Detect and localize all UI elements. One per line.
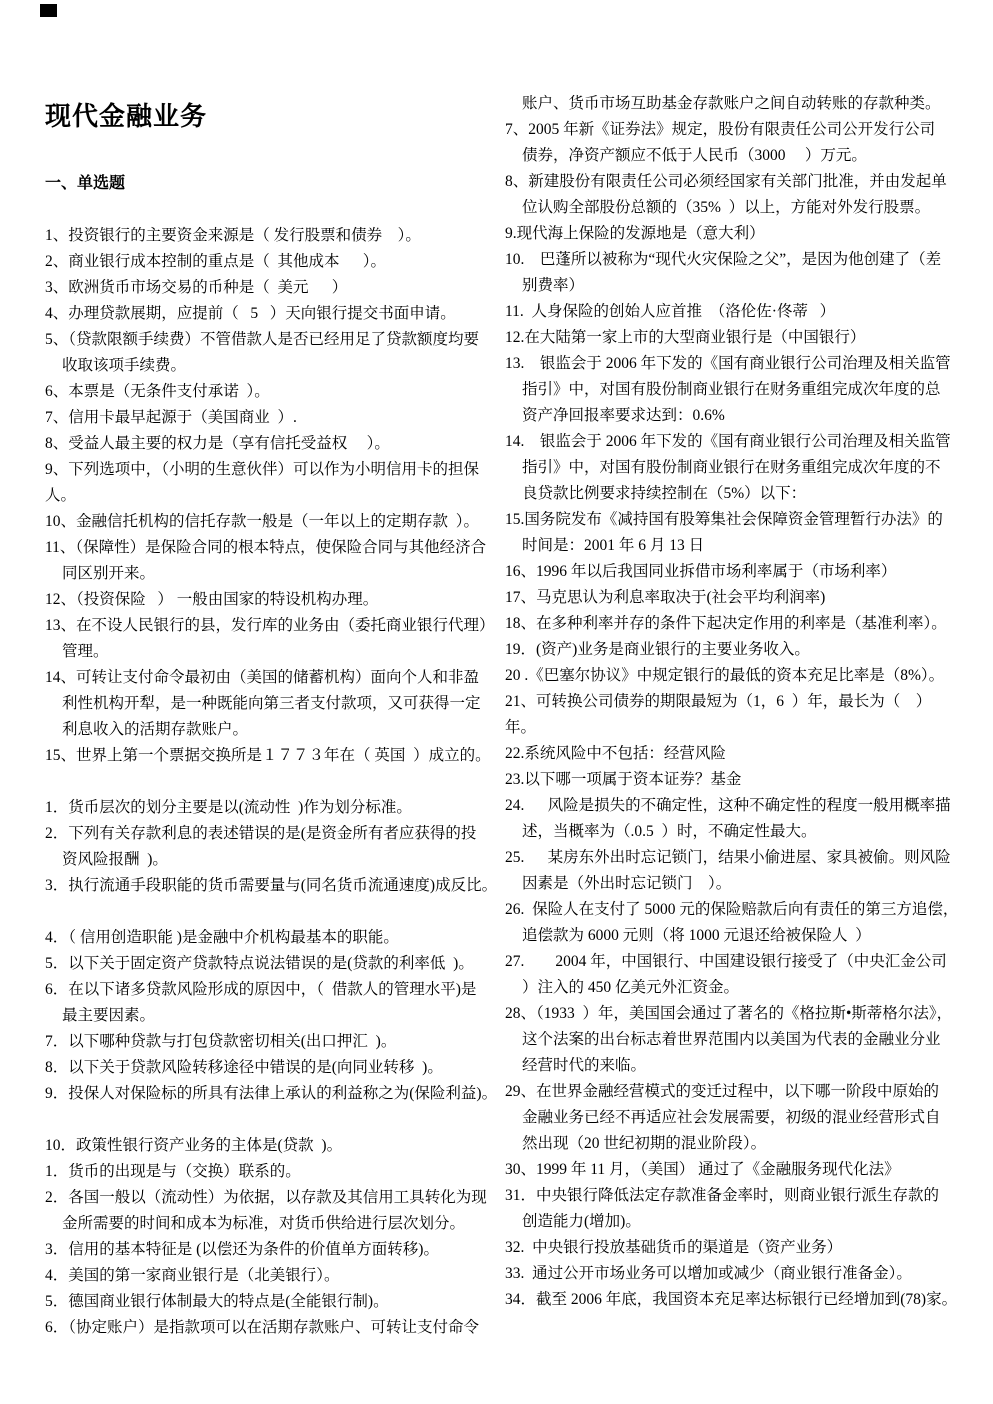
text-line: 指引》中，对国有股份制商业银行在财务重组完成次年度的总 <box>522 381 941 398</box>
text-line: 经营时代的来临。 <box>522 1057 647 1074</box>
text-line: 27. 2004 年，中国银行、中国建设银行接受了（中央汇金公司 <box>505 953 947 970</box>
section-heading: 一、单选题 <box>45 175 126 192</box>
text-line: 人。 <box>45 487 77 504</box>
text-line: 7．以下哪种贷款与打包贷款密切相关(出口押汇 )。 <box>45 1033 397 1050</box>
text-line: 10．政策性银行资产业务的主体是(贷款 )。 <box>45 1137 343 1154</box>
text-line: 31．中央银行降低法定存款准备金率时，则商业银行派生存款的 <box>505 1187 940 1204</box>
text-line: 25. 某房东外出时忘记锁门，结果小偷进屋、家具被偷。则风险 <box>505 849 951 866</box>
text-line: 19．(资产)业务是商业银行的主要业务收入。 <box>505 641 810 658</box>
text-line: 20 .《巴塞尔协议》中规定银行的最低的资本充足比率是（8%）。 <box>505 667 945 684</box>
text-line: 资风险报酬 )。 <box>62 851 168 868</box>
text-line: 13. 银监会于 2006 年下发的《国有商业银行公司治理及相关监管 <box>505 355 951 372</box>
text-line: 10、金融信托机构的信托存款一般是（一年以上的定期存款 ）。 <box>45 513 480 530</box>
text-line: 1．货币的出现是与（交换）联系的。 <box>45 1163 301 1180</box>
text-line: 15、世界上第一个票据交换所是１７７３年在（ 英国 ）成立的。 <box>45 747 491 764</box>
text-line: 1．货币层次的划分主要是以(流动性 )作为划分标准。 <box>45 799 412 816</box>
text-line: 金融业务已经不再适应社会发展需要，初级的混业经营形式自 <box>522 1109 941 1126</box>
text-line: 利性机构开犁，是一种既能向第三者支付款项，又可获得一定 <box>62 695 481 712</box>
text-line: 2．各国一般以（流动性）为依据，以存款及其信用工具转化为现 <box>45 1189 487 1206</box>
text-line: 9、下列选项中，（小明的生意伙伴）可以作为小明信用卡的担保 <box>45 461 480 478</box>
text-line: 32. 中央银行投放基础货币的渠道是（资产业务） <box>505 1239 843 1256</box>
text-line: 账户、货币市场互助基金存款账户之间自动转账的存款种类。 <box>522 95 941 112</box>
text-line: 创造能力(增加)。 <box>522 1213 641 1230</box>
text-line: 资产净回报率要求达到：0.6% <box>522 407 725 424</box>
text-line: 24. 风险是损失的不确定性，这种不确定性的程度一般用概率描 <box>505 797 951 814</box>
text-line: 15.国务院发布《减持国有股筹集社会保障资金管理暂行办法》的 <box>505 511 943 528</box>
text-line: 3．信用的基本特征是 (以偿还为条件的价值单方面转移)。 <box>45 1241 439 1258</box>
text-line: 14、可转让支付命令最初由（美国的储蓄机构）面向个人和非盈 <box>45 669 480 686</box>
text-line: 别费率） <box>522 277 585 294</box>
text-line: 收取该项手续费。 <box>62 357 187 374</box>
text-line: 10. 巴蓬所以被称为“现代火灾保险之父”，是因为他创建了（差 <box>505 251 942 268</box>
text-line: 最主要因素。 <box>62 1007 156 1024</box>
text-line: 11. 人身保险的创始人应首推 （洛伦佐·佟蒂 ） <box>505 303 836 320</box>
text-line: 30、1999 年 11 月，（美国） 通过了《金融服务现代化法》 <box>505 1161 900 1178</box>
text-line <box>45 1107 510 1133</box>
text-line: 7、信用卡最早起源于（美国商业 ）. <box>45 409 297 426</box>
text-line <box>45 899 510 925</box>
text-line: 12.在大陆第一家上市的大型商业银行是（中国银行） <box>505 329 866 346</box>
text-line: 13、在不设人民银行的县，发行库的业务由（委托商业银行代理） <box>45 617 495 634</box>
text-line: 2．下列有关存款利息的表述错误的是(是资金所有者应获得的投 <box>45 825 477 842</box>
text-line: 23.以下哪一项属于资本证券？基金 <box>505 771 742 788</box>
text-line: 利息收入的活期存款账户。 <box>62 721 249 738</box>
text-line: 4．（ 信用创造职能 )是金融中介机构最基本的职能。 <box>45 929 399 946</box>
left-column <box>45 223 510 1341</box>
text-line: 述，当概率为（.0.5 ）时，不确定性最大。 <box>522 823 817 840</box>
text-line: ）注入的 450 亿美元外汇资金。 <box>522 979 740 996</box>
text-line: 时间是：2001 年 6 月 13 日 <box>522 537 705 554</box>
right-column <box>505 91 970 1313</box>
text-line: 7、2005 年新《证券法》规定，股份有限责任公司公开发行公司 <box>505 121 936 138</box>
text-line: 同区别开来。 <box>62 565 156 582</box>
text-line: 17、马克思认为利息率取决于(社会平均利润率) <box>505 589 826 606</box>
text-line: 26. 保险人在支付了 5000 元的保险赔款后向有责任的第三方追偿， <box>505 901 959 918</box>
text-line: 指引》中，对国有股份制商业银行在财务重组完成次年度的不 <box>522 459 941 476</box>
text-line: 年。 <box>505 719 537 736</box>
text-line: 8、新建股份有限责任公司必须经国家有关部门批准，并由发起单 <box>505 173 947 190</box>
text-line: 34．截至 2006 年底，我国资本充足率达标银行已经增加到(78)家。 <box>505 1291 958 1308</box>
text-line: 3、欧洲货币市场交易的币种是（ 美元 ） <box>45 279 348 296</box>
text-line: 4、办理贷款展期，应提前（ 5 ）天向银行提交书面申请。 <box>45 305 456 322</box>
text-line: 16、1996 年以后我国同业拆借市场利率属于（市场利率） <box>505 563 897 580</box>
text-line: 管理。 <box>62 643 109 660</box>
text-line: 8．以下关于贷款风险转移途径中错误的是(向同业转移 )。 <box>45 1059 443 1076</box>
text-line: 14. 银监会于 2006 年下发的《国有商业银行公司治理及相关监管 <box>505 433 951 450</box>
text-line: 2、商业银行成本控制的重点是（ 其他成本 ）。 <box>45 253 387 270</box>
text-line: 6、本票是（无条件支付承诺 ）。 <box>45 383 270 400</box>
text-line: 6．在以下诸多贷款风险形成的原因中，（ 借款人的管理水平)是 <box>45 981 477 998</box>
text-line: 22.系统风险中不包括：经营风险 <box>505 745 726 762</box>
text-line: 18、在多种利率并存的条件下起决定作用的利率是（基准利率）。 <box>505 615 947 632</box>
text-line: 12、（投资保险 ） 一般由国家的特设机构办理。 <box>45 591 379 608</box>
text-line: 11、（保障性）是保险合同的根本特点，使保险合同与其他经济合 <box>45 539 487 556</box>
text-line: 5．德国商业银行体制最大的特点是(全能银行制)。 <box>45 1293 389 1310</box>
text-line: 5．以下关于固定资产贷款特点说法错误的是(贷款的利率低 )。 <box>45 955 474 972</box>
text-line: 良贷款比例要求持续控制在（5%）以下： <box>522 485 807 502</box>
text-line: 3．执行流通手段职能的货币需要量与(同名货币流通速度)成反比。 <box>45 877 498 894</box>
text-line: 4．美国的第一家商业银行是（北美银行）。 <box>45 1267 340 1284</box>
text-line: 因素是（外出时忘记锁门 ）。 <box>522 875 732 892</box>
text-line: 位认购全部股份总额的（35% ）以上，方能对外发行股票。 <box>522 199 931 216</box>
text-line: 金所需要的时间和成本为标准，对货币供给进行层次划分。 <box>62 1215 466 1232</box>
text-line: 债券，净资产额应不低于人民币（3000 ）万元。 <box>522 147 867 164</box>
text-line: 这个法案的出台标志着世界范围内以美国为代表的金融业分业 <box>522 1031 941 1048</box>
text-line: 9.现代海上保险的发源地是（意大利） <box>505 225 765 242</box>
text-line: 然出现（20 世纪初期的混业阶段）。 <box>522 1135 767 1152</box>
text-line: 5、（贷款限额手续费）不管借款人是否已经用足了贷款额度均要 <box>45 331 480 348</box>
text-line: 33. 通过公开市场业务可以增加或减少（商业银行准备金）。 <box>505 1265 912 1282</box>
text-line: 29、在世界金融经营模式的变迁过程中，以下哪一阶段中原始的 <box>505 1083 940 1100</box>
text-line: 8、受益人最主要的权力是（享有信托受益权 ）。 <box>45 435 390 452</box>
text-line: 21、可转换公司债券的期限最短为（1，6 ）年，最长为（ ） <box>505 693 932 710</box>
text-line <box>45 769 510 795</box>
text-line: 追偿款为 6000 元则（将 1000 元退还给被保险人 ） <box>522 927 871 944</box>
text-line: 28、（1933 ）年，美国国会通过了著名的《格拉斯•斯蒂格尔法》， <box>505 1005 953 1022</box>
document-title: 现代金融业务 <box>45 101 208 131</box>
corner-mark <box>40 4 57 17</box>
text-line: 6．（协定账户）是指款项可以在活期存款账户、可转让支付命令 <box>45 1319 480 1336</box>
text-line: 9．投保人对保险标的所具有法律上承认的利益称之为(保险利益)。 <box>45 1085 498 1102</box>
text-line: 1、投资银行的主要资金来源是（ 发行股票和债券 ）。 <box>45 227 421 244</box>
